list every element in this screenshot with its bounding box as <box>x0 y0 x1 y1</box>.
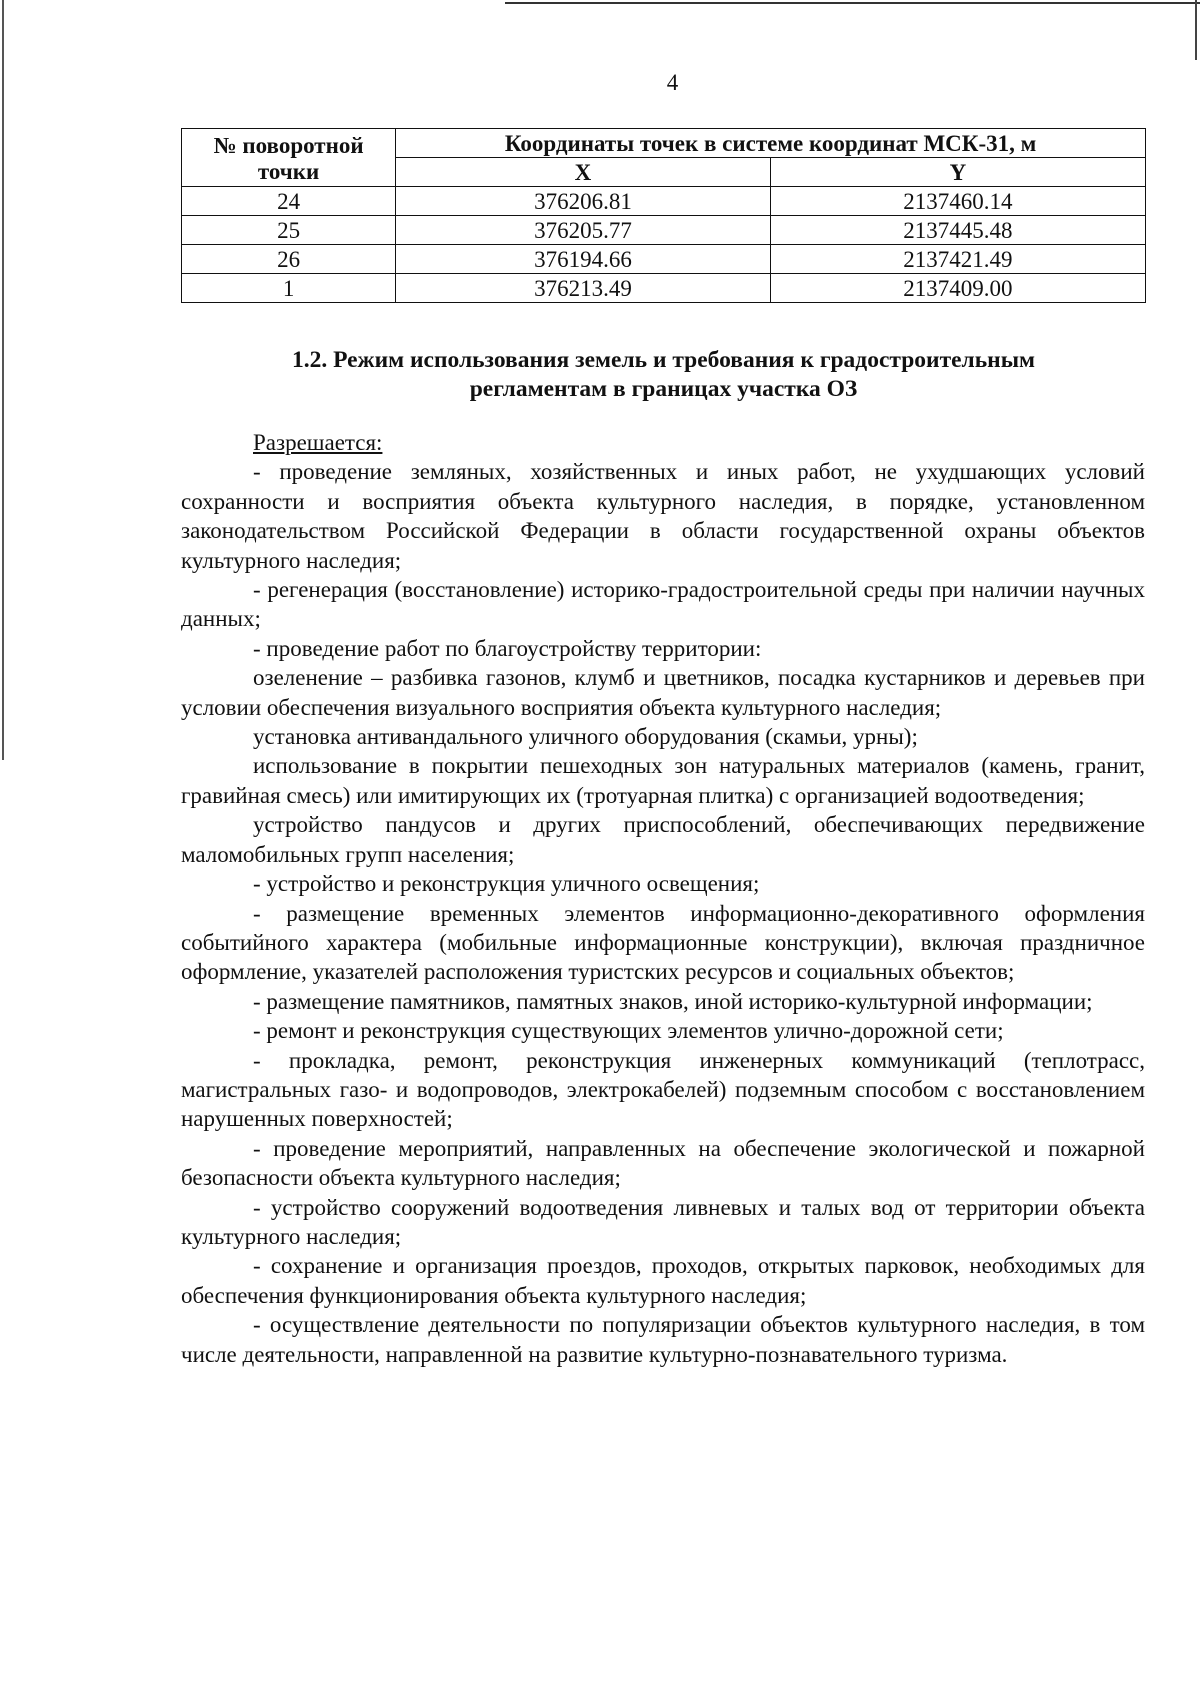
paragraph: использование в покрытии пешеходных зон натуральных материалов (камень, гранит, гравийная смесь) или имитирующих их (тротуарная плитка) с организацией водоотведения; <box>181 753 1145 808</box>
cell-y: 2137445.48 <box>770 216 1145 245</box>
paragraph: устройство пандусов и других приспособлений, обеспечивающих передвижение маломобильных групп населения; <box>181 812 1145 867</box>
table-row <box>182 245 1146 274</box>
header-coordinates: Координаты точек в системе координат МСК-31, м <box>396 129 1146 158</box>
cell-point: 25 <box>182 216 396 245</box>
table-row <box>182 216 1146 245</box>
paragraph: - размещение памятников, памятных знаков, иной историко-культурной информации; <box>253 988 1093 1014</box>
scan-edge-right <box>1195 0 1197 60</box>
paragraph: озеленение – разбивка газонов, клумб и цветников, посадка кустарников и деревьев при условии обеспечения визуального восприятия объекта культурного наследия; <box>181 665 1145 720</box>
section-title-line-2: регламентам в границах участка ОЗ <box>469 376 858 402</box>
table-header-row <box>182 129 1146 158</box>
paragraph: - проведение работ по благоустройству территории: <box>253 635 762 661</box>
table-row <box>182 187 1146 216</box>
body-text <box>181 428 1145 1369</box>
cell-x: 376206.81 <box>396 187 771 216</box>
cell-y: 2137421.49 <box>770 245 1145 274</box>
paragraph: - ремонт и реконструкция существующих элементов улично-дорожной сети; <box>253 1018 1004 1044</box>
paragraph: - прокладка, ремонт, реконструкция инженерных коммуникаций (теплотрасс, магистральных газо- и водопроводов, электрокабелей) подземным способом с восстановлением нарушенных поверхностей; <box>181 1047 1145 1132</box>
section-title <box>181 346 1146 404</box>
cell-x: 376194.66 <box>396 245 771 274</box>
header-y: Y <box>770 158 1145 187</box>
allowed-label: Разрешается: <box>253 430 383 455</box>
paragraph: - устройство и реконструкция уличного освещения; <box>253 871 760 897</box>
paragraph: - проведение мероприятий, направленных на обеспечение экологической и пожарной безопасности объекта культурного наследия; <box>181 1135 1145 1191</box>
paragraph: - проведение земляных, хозяйственных и иных работ, не ухудшающих условий сохранности и восприятия объекта культурного наследия, в порядке, установленном законодательством Российской Федерации в области государственной охраны объектов культурного наследия; <box>181 459 1145 573</box>
cell-point: 24 <box>182 187 396 216</box>
paragraph: - регенерация (восстановление) историко-градостроительной среды при наличии научных данных; <box>181 577 1145 632</box>
coordinates-table <box>181 128 1146 303</box>
paragraph: - размещение временных элементов информационно-декоративного оформления событийного характера (мобильные информационные конструкции), включая праздничное оформление, указателей расположения туристских ресурсов и социальных объектов; <box>181 900 1145 985</box>
cell-point: 26 <box>182 245 396 274</box>
cell-point: 1 <box>182 274 396 303</box>
table-row <box>182 274 1146 303</box>
cell-y: 2137460.14 <box>770 187 1145 216</box>
paragraph: - сохранение и организация проездов, проходов, открытых парковок, необходимых для обеспечения функционирования объекта культурного наследия; <box>181 1253 1145 1308</box>
header-point-number: № поворотной точки <box>182 129 396 187</box>
paragraph: установка антивандального уличного оборудования (скамьи, урны); <box>253 724 918 750</box>
header-x: X <box>396 158 771 187</box>
page-number: 4 <box>666 70 679 95</box>
cell-x: 376205.77 <box>396 216 771 245</box>
section-title-line-1: 1.2. Режим использования земель и требования к градостроительным <box>291 347 1036 373</box>
scan-edge-top <box>505 2 1200 4</box>
paragraph: - осуществление деятельности по популяризации объектов культурного наследия, в том числе деятельности, направленной на развитие культурно-познавательного туризма. <box>181 1312 1145 1367</box>
paragraph: - устройство сооружений водоотведения ливневых и талых вод от территории объекта культурного наследия; <box>181 1194 1145 1249</box>
cell-x: 376213.49 <box>396 274 771 303</box>
cell-y: 2137409.00 <box>770 274 1145 303</box>
scan-edge-left <box>2 0 4 760</box>
